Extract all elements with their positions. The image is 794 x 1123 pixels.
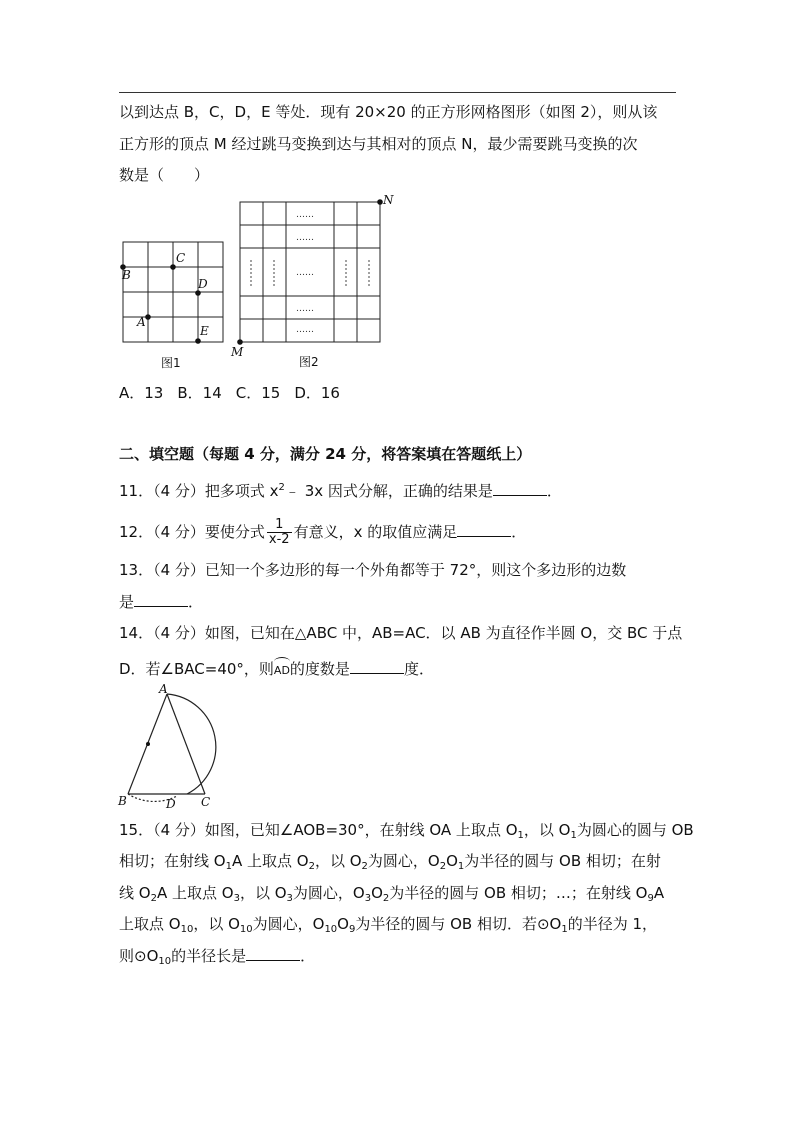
text-fragment: ，以 O [193, 915, 240, 933]
option-d[interactable]: D．16 [294, 384, 340, 402]
q12-prefix: 12．（4 分）要使分式 [119, 523, 265, 541]
text-fragment: 为圆心的圆与 OB [576, 821, 694, 839]
text-fragment: 1 [517, 830, 524, 841]
q12-answer-blank[interactable] [457, 522, 511, 537]
text-fragment: 相切；在射线 O [119, 852, 226, 870]
text-fragment: 1 [225, 861, 232, 872]
text-fragment: ． [300, 947, 316, 965]
label-d: D [166, 797, 176, 811]
q11-prefix: 11．（4 分）把多项式 x [119, 482, 279, 500]
q14-line2 [119, 659, 434, 681]
point-e [195, 338, 201, 344]
q13-line2 [119, 592, 203, 612]
q11-answer-blank[interactable] [493, 481, 547, 496]
q10-options [119, 383, 354, 403]
text-fragment: 10 [158, 956, 172, 967]
text-fragment: 1 [561, 924, 568, 935]
point-d [195, 290, 201, 296]
label-a: A [159, 684, 168, 696]
q13-answer-blank[interactable] [134, 592, 188, 607]
q13-end: ． [188, 593, 204, 611]
text-fragment: 3 [286, 893, 293, 904]
figure-2-caption: 图2 [299, 355, 319, 369]
header-rule [119, 92, 676, 93]
figure-1-caption: 图1 [161, 356, 181, 370]
q12-end: ． [511, 523, 527, 541]
text-fragment: 3 [233, 893, 240, 904]
point-n [377, 199, 383, 205]
q12-numerator: 1 [267, 518, 292, 533]
q15-line2 [119, 851, 661, 871]
label-b: B [122, 268, 131, 282]
text-fragment: 为半径的圆与 OB 相切．若⊙O [355, 915, 562, 933]
q11-exponent: 2 [278, 482, 285, 493]
q10-text-line2: 正方形的顶点 M 经过跳马变换到达与其相对的顶点 N，最少需要跳马变换的次 [119, 135, 638, 153]
q11-end: ． [546, 482, 562, 500]
text-fragment: 2 [150, 893, 157, 904]
arc-ad: AD [274, 661, 290, 681]
text-fragment: 10 [180, 924, 194, 935]
dots-row-3: …… [296, 268, 314, 278]
text-fragment: ，以 O [314, 852, 362, 870]
q12-fraction [267, 518, 292, 547]
figure-q14-triangle-semicircle [112, 684, 232, 814]
point-a [145, 314, 151, 320]
label-e: E [200, 324, 209, 338]
text-fragment: 2 [308, 861, 315, 872]
q11-suffix: ﹣ 3x 因式分解，正确的结果是 [284, 482, 493, 500]
dots-row-5: …… [296, 325, 314, 335]
text-fragment: 9 [348, 924, 356, 935]
label-n: N [383, 193, 394, 207]
text-fragment: 则⊙O [119, 947, 159, 965]
text-fragment: A 上取点 O [156, 884, 234, 902]
point-c [170, 264, 176, 270]
label-c: C [176, 251, 186, 265]
q10-text-line3: 数是（ ） [119, 166, 210, 184]
text-fragment: 2 [439, 861, 447, 872]
text-fragment: A 上取点 O [231, 852, 309, 870]
text-fragment: 15．（4 分）如图，已知∠AOB=30°，在射线 OA 上取点 O [119, 821, 518, 839]
center-o [146, 742, 150, 746]
text-fragment: 3 [364, 893, 372, 904]
text-fragment: 1 [570, 830, 577, 841]
figure-1-knight-grid [112, 235, 232, 375]
text-fragment: 2 [361, 861, 368, 872]
dots-row-1: …… [296, 210, 314, 220]
q15-line4 [119, 914, 657, 934]
text-fragment: 为半径的圆与 OB 相切；在射 [464, 852, 661, 870]
option-c[interactable]: C．15 [235, 384, 281, 402]
dots-row-2: …… [296, 233, 314, 243]
section-2-title: 二、填空题（每题 4 分，满分 24 分，将答案填在答题纸上） [119, 445, 532, 463]
text-fragment: 为圆心，O [367, 852, 440, 870]
text-fragment: ，以 O [239, 884, 287, 902]
text-fragment: ，以 O [523, 821, 571, 839]
text-fragment: 为圆心，O [292, 884, 365, 902]
q10-text-line1: 以到达点 B，C，D，E 等处．现有 20×20 的正方形网格图形（如图 2），则从该 [119, 103, 658, 121]
dots-row-4: …… [296, 304, 314, 314]
option-a[interactable]: A．13 [119, 384, 164, 402]
text-fragment: 10 [324, 924, 338, 935]
label-d: D [198, 277, 208, 291]
point-m [237, 339, 243, 345]
q14-line2-mid: 的度数是 [289, 660, 350, 678]
q14-line2-prefix: D．若∠BAC=40°，则 [119, 660, 274, 678]
q12-suffix: 有意义，x 的取值应满足 [293, 523, 458, 541]
text-fragment: O [371, 884, 383, 902]
q14-answer-blank[interactable] [350, 659, 404, 674]
option-b[interactable]: B．14 [177, 384, 222, 402]
text-fragment: 10 [239, 924, 253, 935]
q15-answer-blank[interactable] [246, 946, 300, 961]
label-c: C [201, 795, 211, 809]
q15-line1 [119, 820, 694, 840]
text-fragment: 1 [457, 861, 465, 872]
text-fragment: 9 [647, 893, 654, 904]
q12-denominator: x-2 [268, 532, 290, 547]
text-fragment: A [653, 884, 665, 902]
q15-line3 [119, 883, 664, 903]
question-12 [119, 518, 526, 547]
text-fragment: 线 O [119, 884, 151, 902]
text-fragment: 的半径长是 [171, 947, 247, 965]
label-m: M [231, 345, 244, 359]
label-a: A [137, 315, 146, 329]
q15-line5 [119, 946, 315, 966]
text-fragment: 为圆心，O [252, 915, 325, 933]
q14-line2-end: 度． [403, 660, 434, 678]
text-fragment: O [337, 915, 349, 933]
q13-line1: 13．（4 分）已知一个多边形的每一个外角都等于 72°，则这个多边形的边数 [119, 561, 627, 579]
figure-2-20x20-grid [228, 192, 400, 372]
text-fragment: 为半径的圆与 OB 相切；…；在射线 O [389, 884, 648, 902]
label-b: B [118, 794, 127, 808]
q13-line2-prefix: 是 [119, 593, 135, 611]
q14-line1: 14．（4 分）如图，已知在△ABC 中，AB=AC．以 AB 为直径作半圆 O，交 BC 于点 [119, 624, 683, 642]
text-fragment: 2 [382, 893, 390, 904]
text-fragment: O [446, 852, 458, 870]
text-fragment: 的半径为 1， [567, 915, 658, 933]
question-11 [119, 481, 562, 501]
text-fragment: 上取点 O [119, 915, 181, 933]
